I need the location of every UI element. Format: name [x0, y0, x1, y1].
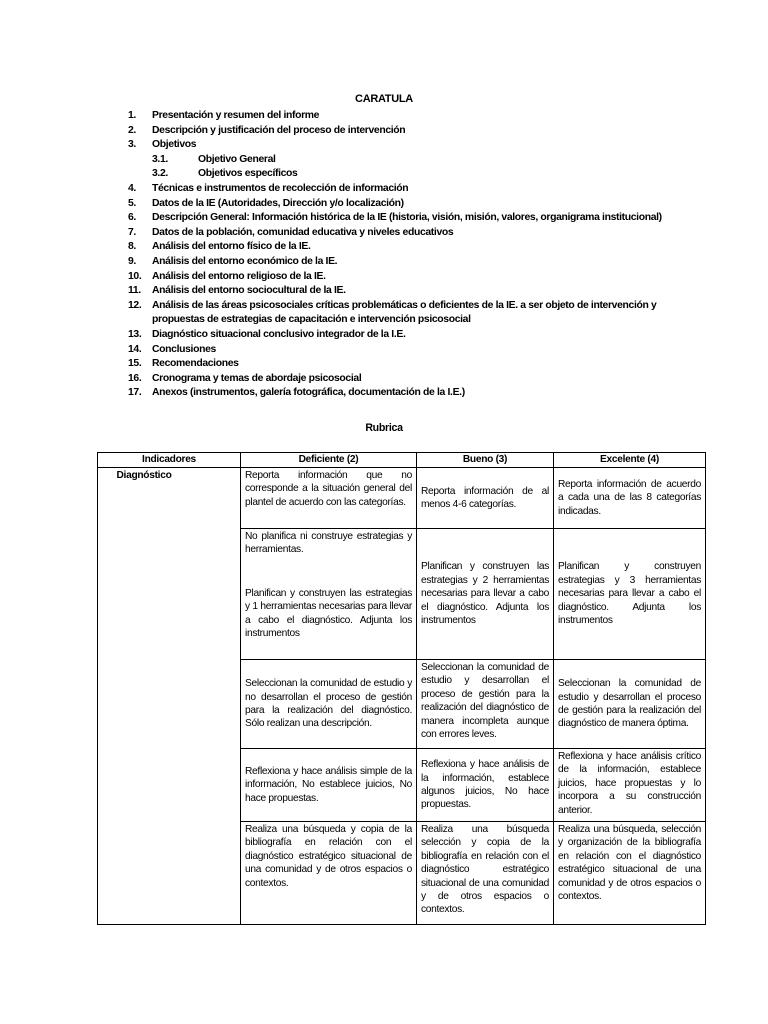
deficiente-cell: Reflexiona y hace análisis simple de la información, No establece juicios, No hace propuestas.	[241, 749, 417, 822]
list-item-text: Diagnóstico situacional conclusivo integrador de la I.E.	[152, 328, 406, 340]
list-item	[128, 226, 688, 241]
list-item-text: Cronograma y temas de abordaje psicosocial	[152, 372, 362, 384]
list-item-number: 13.	[128, 328, 142, 340]
list-item-number: 12.	[128, 299, 142, 311]
deficiente-text-secondary: Planifican y construyen las estrategias y 1 herramientas necesarias para llevar a cabo el diagnóstico. Adjunta los instrumentos	[245, 587, 412, 640]
list-item-number: 17.	[128, 387, 142, 399]
list-subitem-text: Objetivos específicos	[198, 168, 298, 180]
list-item-number: 7.	[128, 226, 136, 238]
list-item-text: Datos de la población, comunidad educativa y niveles educativos	[152, 226, 454, 238]
list-item	[128, 240, 688, 255]
list-item	[128, 197, 688, 212]
list-subitem-text: Objetivo General	[198, 153, 276, 165]
list-item-number: 16.	[128, 372, 142, 384]
deficiente-cell: Reporta información que no corresponde a la situación general del plantel de acuerdo con las categorías.	[241, 468, 417, 529]
list-subitem	[128, 167, 688, 182]
list-item-number: 5.	[128, 197, 136, 209]
list-item-text: Presentación y resumen del informe	[152, 110, 320, 121]
list-item-number: 8.	[128, 241, 136, 253]
list-item	[128, 284, 688, 299]
list-subitem	[128, 153, 688, 168]
list-item-text: Descripción General: Información histórica de la IE (historia, visión, misión, valores, organigrama institucional)	[152, 212, 662, 224]
column-header-excelente: Excelente (4)	[554, 453, 706, 468]
list-item	[128, 386, 688, 401]
cell-spacer	[245, 557, 412, 587]
list-item-text: Descripción y justificación del proceso de intervención	[152, 124, 406, 136]
rubrica-title: Rubrica	[365, 422, 403, 434]
list-item-number: 15.	[128, 358, 142, 370]
list-item-number: 11.	[128, 285, 141, 297]
list-item-number: 4.	[128, 182, 136, 194]
list-subitem-number: 3.2.	[152, 168, 168, 180]
rubric-table	[97, 452, 706, 925]
excelente-cell: Planifican y construyen estrategias y 3 herramientas necesarias para llevar a cabo el diagnóstico. Adjunta los instrumentos	[554, 529, 706, 660]
list-item-text: Análisis de las áreas psicosociales críticas problemáticas o deficientes de la IE. a ser objeto de intervención y propuestas de estrategias de capacitación e intervención psicosocial	[152, 299, 657, 326]
list-item	[128, 211, 688, 226]
list-item	[128, 372, 688, 387]
column-header-bueno: Bueno (3)	[417, 453, 554, 468]
excelente-cell: Seleccionan la comunidad de estudio y desarrollan el proceso de gestión para la realización del diagnóstico de manera óptima.	[554, 660, 706, 749]
indicator-cell: Diagnóstico	[98, 468, 241, 925]
list-item-number: 1.	[128, 110, 136, 121]
list-item-number: 6.	[128, 212, 136, 224]
list-item	[128, 138, 688, 153]
table-row	[98, 468, 706, 529]
list-item-text: Técnicas e instrumentos de recolección de información	[152, 182, 409, 194]
list-item-text: Objetivos	[152, 139, 197, 151]
list-item	[128, 255, 688, 270]
excelente-cell: Reporta información de acuerdo a cada una de las 8 categorías indicadas.	[554, 468, 706, 529]
bueno-cell: Reflexiona y hace análisis de la información, establece algunos juicios, No hace propuestas.	[417, 749, 554, 822]
deficiente-cell	[241, 529, 417, 660]
list-item-text: Conclusiones	[152, 343, 216, 355]
bueno-cell: Seleccionan la comunidad de estudio y desarrollan el proceso de gestión para la realización del diagnóstico de manera incompleta aunque con errores leves.	[417, 660, 554, 749]
caratula-list	[128, 109, 688, 401]
deficiente-cell: Realiza una búsqueda y copia de la bibliografía en relación con el diagnóstico estratégico situacional de una comunidad y de otros espacios o contextos.	[241, 822, 417, 925]
column-header-indicadores: Indicadores	[98, 453, 241, 468]
list-item	[128, 357, 688, 372]
list-item-text: Recomendaciones	[152, 358, 239, 370]
list-item	[128, 182, 688, 197]
list-item-text: Análisis del entorno sociocultural de la IE.	[152, 285, 346, 297]
table-header-row	[98, 453, 706, 468]
caratula-title: CARATULA	[355, 93, 413, 105]
list-subitem-number: 3.1.	[152, 153, 168, 165]
list-item-text: Datos de la IE (Autoridades, Dirección y/o localización)	[152, 197, 404, 209]
list-item	[128, 328, 688, 343]
list-item-number: 9.	[128, 255, 136, 267]
deficiente-text: No planifica ni construye estrategias y herramientas.	[245, 531, 412, 556]
list-item-number: 3.	[128, 139, 136, 151]
list-item	[128, 299, 688, 328]
list-item-text: Análisis del entorno físico de la IE.	[152, 241, 311, 253]
excelente-cell: Realiza una búsqueda, selección y organización de la bibliografía en relación con el diagnóstico estratégico situacional de una comunidad y de otros espacios o contextos.	[554, 822, 706, 925]
bueno-cell: Planifican y construyen las estrategias y 2 herramientas necesarias para llevar a cabo el diagnóstico. Adjunta los instrumentos	[417, 529, 554, 660]
list-item	[128, 124, 688, 139]
list-item-text: Análisis del entorno religioso de la IE.	[152, 270, 326, 282]
bueno-cell: Realiza una búsqueda selección y copia de la bibliografía en relación con el diagnóstico estratégico situacional de una comunidad y de otros espacios o contextos.	[417, 822, 554, 925]
list-item	[128, 109, 688, 124]
list-item-text: Anexos (instrumentos, galería fotográfica, documentación de la I.E.)	[152, 387, 465, 399]
list-item-number: 10.	[128, 270, 142, 282]
column-header-deficiente: Deficiente (2)	[241, 453, 417, 468]
bueno-cell: Reporta información de al menos 4-6 categorías.	[417, 468, 554, 529]
excelente-cell: Reflexiona y hace análisis crítico de la información, establece juicios, hace propuestas y lo incorpora a su construcción anterior.	[554, 749, 706, 822]
list-item	[128, 270, 688, 285]
list-item	[128, 343, 688, 358]
list-item-number: 2.	[128, 124, 136, 136]
deficiente-cell: Seleccionan la comunidad de estudio y no desarrollan el proceso de gestión para la realización del diagnóstico. Sólo realizan una descripción.	[241, 660, 417, 749]
list-item-number: 14.	[128, 343, 142, 355]
list-item-text: Análisis del entorno económico de la IE.	[152, 255, 338, 267]
